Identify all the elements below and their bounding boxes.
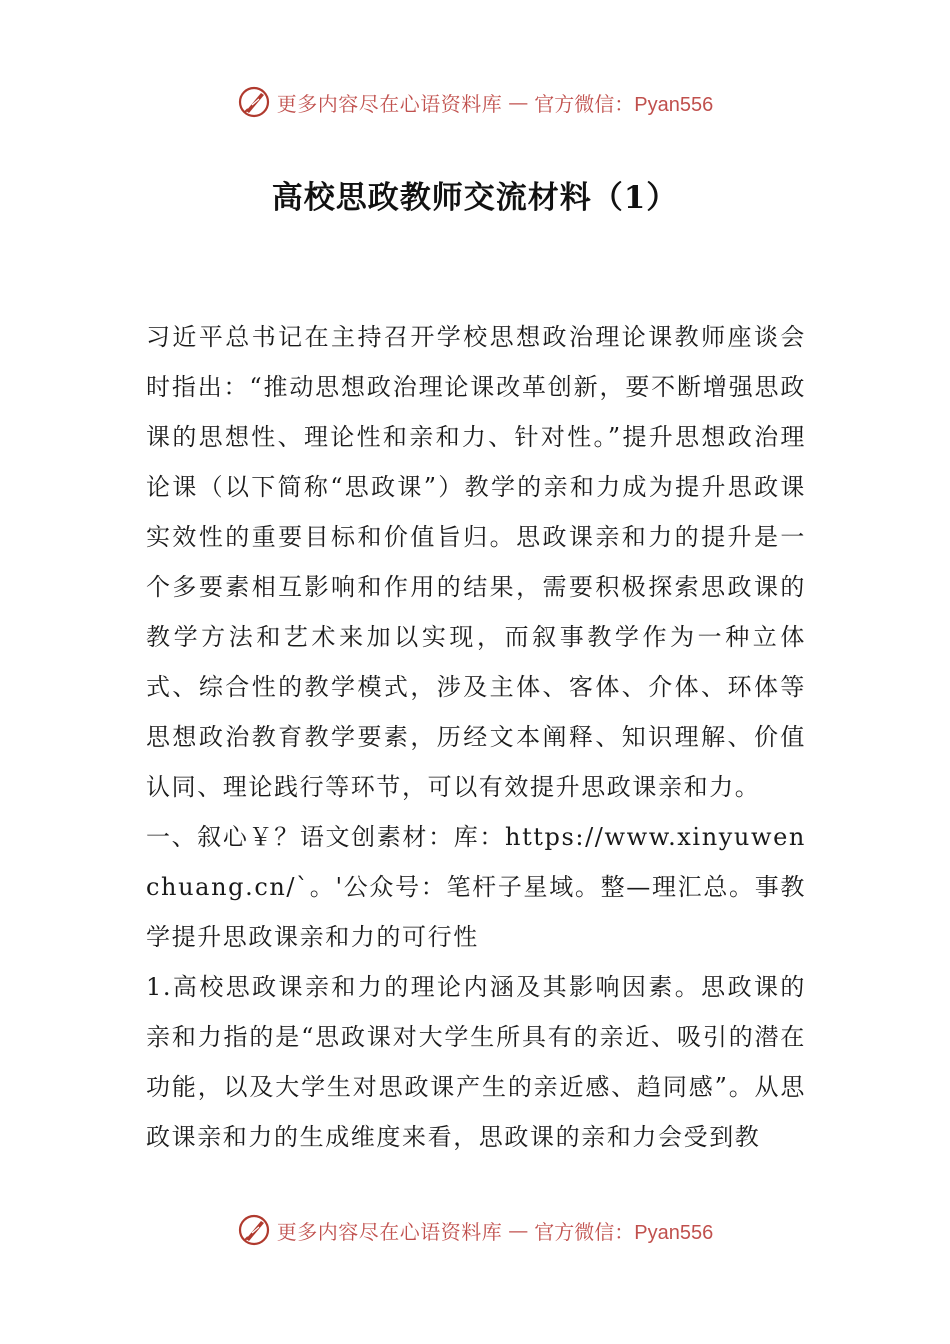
- document-title: 高校思政教师交流材料（1）: [271, 180, 679, 216]
- banner-text: 更多内容尽在心语资料库: [276, 91, 503, 116]
- paragraph: 1.高校思政课亲和力的理论内涵及其影响因素。思政课的亲和力指的是“思政课对大学生所具有的亲近、吸引的潜在功能，以及大学生对思政课产生的亲近感、趋同感”。从思政课亲和力的生成维度来看，思政课的亲和力会受到教: [146, 973, 806, 1151]
- banner-separator: —: [508, 1218, 529, 1242]
- banner-contact: 官方微信：Pyan556: [534, 1221, 714, 1244]
- footer-banner: [0, 1210, 950, 1250]
- document-body: [146, 312, 806, 1162]
- banner-separator: —: [508, 90, 529, 114]
- quill-pen-logo-icon: [237, 1213, 271, 1247]
- paragraph: 一、叙心￥？语文创素材：库：https://www.xinyuwenchuang.cn/`。'公众号：笔杆子星域。整—理汇总。事教学提升思政课亲和力的可行性: [146, 823, 806, 951]
- banner-contact: 官方微信：Pyan556: [534, 93, 714, 116]
- paragraph: 习近平总书记在主持召开学校思想政治理论课教师座谈会时指出：“推动思想政治理论课改革创新，要不断增强思政课的思想性、理论性和亲和力、针对性。”提升思想政治理论课（以下简称“思政课”）教学的亲和力成为提升思政课实效性的重要目标和价值旨归。思政课亲和力的提升是一个多要素相互影响和作用的结果，需要积极探索思政课的教学方法和艺术来加以实现，而叙事教学作为一种立体式、综合性的教学模式，涉及主体、客体、介体、环体等思想政治教育教学要素，历经文本阐释、知识理解、价值认同、理论践行等环节，可以有效提升思政课亲和力。: [146, 323, 806, 801]
- quill-pen-logo-icon: [237, 85, 271, 119]
- banner-text: 更多内容尽在心语资料库: [276, 1219, 503, 1244]
- header-banner: [0, 82, 950, 122]
